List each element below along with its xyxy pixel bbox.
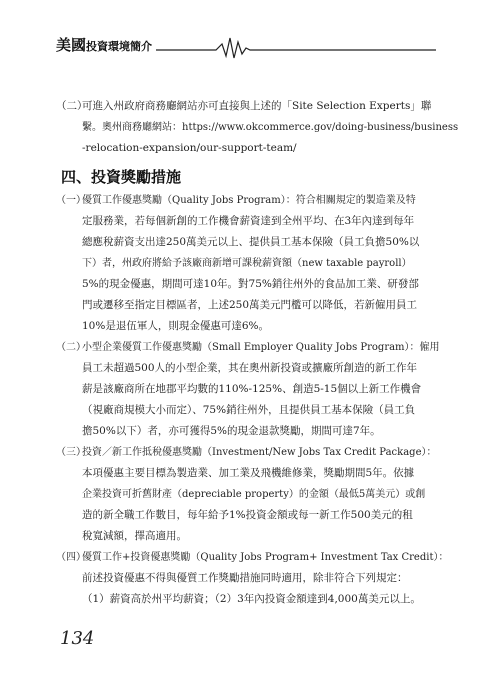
line-text: 優質工作+投資優惠獎勵（Quality Jobs Program+ Investment Tax Credit）： (82, 552, 449, 563)
header-title-big: 美國 (56, 36, 87, 54)
incentives-list (56, 190, 449, 610)
item-label: （二） (56, 342, 86, 353)
text-line (56, 442, 436, 463)
line-text: 稅寬減額，擇高適用。 (82, 530, 187, 542)
item-label: （三） (56, 447, 86, 458)
line-text: 投資／新工作抵稅優惠獎勵（Investment/New Jobs Tax Credit Package）： (82, 447, 437, 458)
text-line (56, 421, 436, 442)
text-line (56, 190, 436, 211)
text-line (56, 379, 436, 400)
incentive-item-1 (56, 190, 436, 337)
header-wave-decoration (156, 30, 436, 60)
text-line (56, 484, 436, 505)
line-text: 小型企業優質工作優惠獎勵（Small Employer Quality Jobs Program）：僱用 (82, 342, 440, 353)
text-line (56, 211, 436, 232)
text-line (56, 96, 436, 117)
text-line (56, 547, 449, 568)
line-text: 優質工作優惠獎勵（Quality Jobs Program）：符合相關規定的製造業及特 (82, 195, 416, 206)
item-2-continuation (56, 96, 459, 159)
incentive-item-4 (56, 547, 449, 610)
text-line (56, 589, 436, 610)
running-header (56, 30, 436, 60)
item-label: （二） (56, 100, 88, 112)
text-line (56, 358, 436, 379)
text-line (56, 232, 436, 253)
line-text: 10%是退伍軍人，則現金優惠可達6%。 (82, 320, 269, 332)
text-line (56, 505, 436, 526)
text-line (56, 274, 436, 295)
text-line (56, 568, 436, 589)
header-title (56, 34, 152, 55)
text-line (56, 463, 436, 484)
text-line (56, 253, 436, 274)
page-number: 134 (60, 628, 95, 649)
text-line (56, 337, 440, 358)
line-text: 員工未超過500人的小型企業，其在奧州新投資或擴廠所創造的新工作年 (82, 362, 418, 374)
line-text: （視廠商規模大小而定）、75%銷往州外，且提供員工基本保險（員工負 (82, 404, 416, 416)
line-text: 門或遷移至指定目標區者，上述250萬美元門檻可以降低，若新僱用員工 (82, 299, 418, 311)
header-title-small: 投資環境簡介 (86, 40, 153, 53)
text-line (56, 117, 459, 138)
line-text: 薪是該廠商所在地郡平均數的110%-125%、創造5-15個以上新工作機會 (82, 383, 422, 395)
text-line (56, 316, 436, 337)
line-text: （1）薪資高於州平均薪資；（2）3年內投資金額達到4,000萬美元以上。 (82, 593, 421, 605)
item-label: （一） (56, 195, 86, 206)
line-text: 定服務業，若每個新創的工作機會薪資達到全州平均、在3年內達到每年 (82, 215, 415, 227)
line-text: 總應稅薪資支出達250萬美元以上、提供員工基本保險（員工負擔50%以 (82, 236, 420, 248)
line-text: 下）者，州政府將給予該廠商新增可課稅薪資額（new taxable payroll） (82, 258, 412, 269)
line-text: 前述投資優惠不得與優質工作獎勵措施同時適用，除非符合下列規定： (82, 572, 408, 584)
line-text: 企業投資可折舊財產（depreciable property）的金額（最低5萬美元）或創 (82, 489, 426, 500)
body-text (56, 96, 459, 159)
text-line (56, 295, 436, 316)
incentive-item-3 (56, 442, 436, 547)
line-text: 繫。奧州商務廳網站：https://www.okcommerce.gov/doing-business/business (82, 122, 459, 133)
text-line (56, 526, 436, 547)
section-title: 四、投資獎勵措施 (61, 168, 182, 186)
text-line (56, 400, 436, 421)
line-text: 5%的現金優惠，期間可達10年。對75%銷往州外的食品加工業、研發部 (82, 278, 419, 290)
line-text: 可進入州政府商務廳網站亦可直接與上述的「Site Selection Experts」聯 (82, 100, 432, 112)
text-line (56, 138, 436, 159)
line-text: -relocation-expansion/our-support-team/ (82, 142, 297, 154)
item-label: （四） (56, 552, 86, 563)
line-text: 造的新全職工作數目，每年給予1%投資金額或每一新工作500美元的租 (82, 509, 413, 521)
incentive-item-2 (56, 337, 440, 442)
line-text: 本項優惠主要目標為製造業、加工業及飛機維修業，獎勵期間5年。依據 (82, 467, 415, 479)
line-text: 擔50%以下）者，亦可獲得5%的現金退款獎勵，期間可達7年。 (82, 425, 381, 437)
